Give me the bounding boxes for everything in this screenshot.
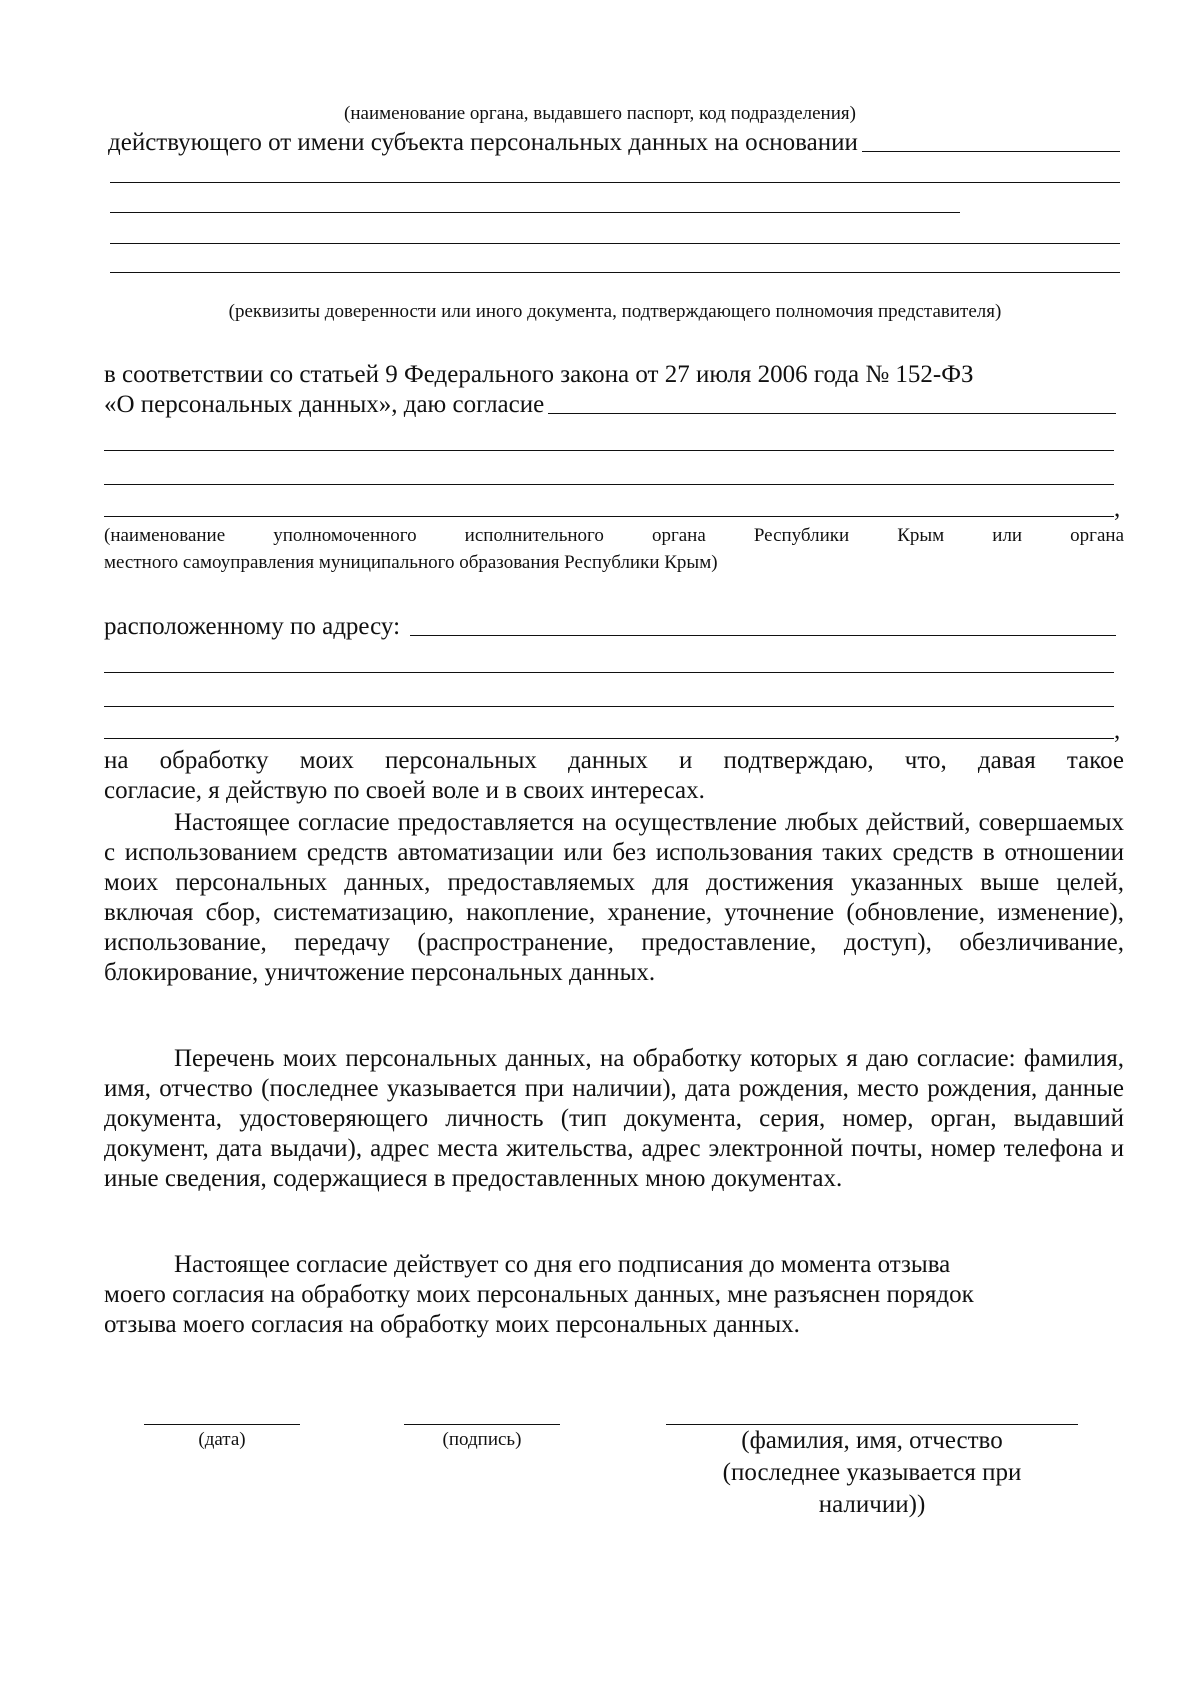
proxy-blank-line-3[interactable] (110, 243, 1120, 244)
consent-paragraph-4-line-3: отзыва моего согласия на обработку моих персональных данных. (104, 1311, 800, 1338)
address-blank-line-3[interactable] (104, 738, 1114, 739)
proxy-details-caption: (реквизиты доверенности или иного документа, подтверждающего полномочия представителя) (228, 301, 1002, 322)
consent-paragraph-4-line-2: моего согласия на обработку моих персональных данных, мне разъяснен порядок (104, 1281, 974, 1308)
consent-text: «О персональных данных», даю согласие (104, 391, 545, 418)
address-field[interactable] (410, 635, 1116, 636)
passport-issuer-caption: (наименование органа, выдавшего паспорт, код подразделения) (344, 103, 856, 124)
consent-paragraph-1-line-1: на обработку моих персональных данных и подтверждаю, что, давая такое (104, 747, 1124, 774)
address-row (104, 612, 1116, 642)
consent-paragraph-1-line-2: согласие, я действую по своей воле и в своих интересах. (104, 777, 705, 804)
consent-paragraph-3: Перечень моих персональных данных, на обработку которых я даю согласие: фамилия, имя, отчество (последнее указывается при наличии), дата рождения, место рождения, данные документа, удостоверяющего личность (тип документа, серия, номер, орган, выдавший документ, дата выдачи), адрес места жительства, адрес электронной почты, номер телефона и иные сведения, содержащиеся в предоставленных мною документах. (104, 1045, 1124, 1192)
acting-basis-text: действующего от имени субъекта персональных данных на основании (108, 129, 858, 156)
address-line-comma: , (1114, 717, 1121, 744)
sign-signature-line[interactable] (404, 1424, 560, 1425)
consent-row (104, 390, 1116, 420)
address-blank-line-2[interactable] (104, 706, 1114, 707)
proxy-blank-line-1[interactable] (110, 182, 1120, 183)
authority-blank-line-2[interactable] (104, 484, 1114, 485)
address-blank-line-1[interactable] (104, 672, 1114, 673)
consent-recipient-field[interactable] (548, 413, 1116, 414)
fullname-label-line-1: (фамилия, имя, отчество (741, 1427, 1003, 1454)
acting-basis-row (108, 128, 1120, 158)
date-signature-line[interactable] (144, 1424, 300, 1425)
fullname-label-line-2: (последнее указывается при (722, 1459, 1022, 1486)
fullname-signature-line[interactable] (666, 1424, 1078, 1425)
authority-name-caption-line-1: (наименование уполномоченного исполнительного органа Республики Крым или органа (104, 525, 1124, 546)
law-reference-line-1: в соответствии со статьей 9 Федерального закона от 27 июля 2006 года № 152-ФЗ (104, 361, 974, 388)
authority-blank-line-1[interactable] (104, 450, 1114, 451)
authority-blank-line-3[interactable] (104, 516, 1114, 517)
authority-line-comma: , (1114, 495, 1121, 522)
address-label: расположенному по адресу: (104, 613, 401, 640)
consent-paragraph-4-line-1: Настоящее согласие действует со дня его подписания до момента отзыва (174, 1251, 951, 1278)
consent-paragraph-2: Настоящее согласие предоставляется на осуществление любых действий, совершаемых с использованием средств автоматизации или без использования таких средств в отношении моих персональных данных, предоставляемых для достижения указанных выше целей, включая сбор, систематизацию, накопление, хранение, уточнение (обновление, изменение), использование, передачу (распространение, предоставление, доступ), обезличивание, блокирование, уничтожение персональных данных. (104, 809, 1124, 986)
proxy-blank-line-2[interactable] (110, 212, 960, 213)
authority-name-caption-line-2: местного самоуправления муниципального образования Республики Крым) (104, 552, 718, 573)
sign-label: (подпись) (442, 1429, 522, 1450)
proxy-blank-line-4[interactable] (110, 272, 1120, 273)
acting-basis-field[interactable] (862, 151, 1120, 152)
fullname-label-line-3: наличии)) (818, 1491, 926, 1518)
date-label: (дата) (198, 1429, 246, 1450)
